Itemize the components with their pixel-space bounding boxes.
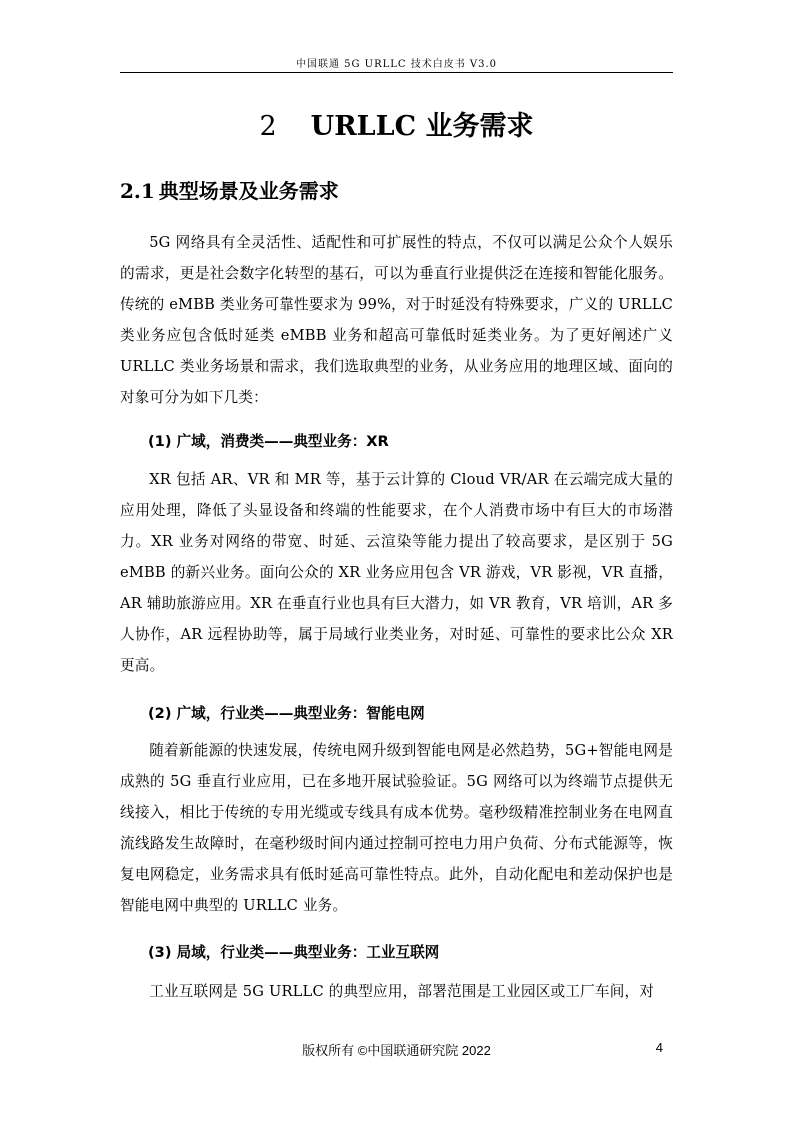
paragraph-xr: XR 包括 AR、VR 和 MR 等，基于云计算的 Cloud VR/AR 在云端完成大量的应用处理，降低了头显设备和终端的性能要求，在个人消费市场中有巨大的市场潜力。XR 业务对网络的带宽、时延、云渲染等能力提出了较高要求，是区别于 5G eMBB 的新兴业务。面向公众的 XR 业务应用包含 VR 游戏，VR 影视，VR 直播，AR 辅助旅游应用。XR 在垂直行业也具有巨大潜力，如 VR 教育，VR 培训，AR 多人协作，AR 远程协助等，属于局域行业类业务，对时延、可靠性的要求比公众 XR 更高。 [120, 471, 673, 674]
section-title [120, 175, 339, 204]
subheading-xr: (1) 广域，消费类——典型业务：XR [148, 433, 389, 450]
chapter-number: 2 [259, 111, 277, 142]
subheading-industrial-internet: (3) 局域，行业类——典型业务：工业互联网 [148, 944, 440, 961]
section-number: 2.1 [120, 179, 155, 203]
running-header: 中国联通 5G URLLC 技术白皮书 V3.0 [295, 59, 498, 70]
header-divider [120, 72, 673, 73]
paragraph-smart-grid: 随着新能源的快速发展，传统电网升级到智能电网是必然趋势，5G+智能电网是成熟的 5G 垂直行业应用，已在多地开展试验验证。5G 网络可以为终端节点提供无线接入，相比于传统的专用光缆或专线具有成本优势。毫秒级精准控制业务在电网直流线路发生故障时，在毫秒级时间内通过控制可控电力用户负荷、分布式能源等，恢复电网稳定，业务需求具有低时延高可靠性特点。此外，自动化配电和差动保护也是智能电网中典型的 URLLC 业务。 [120, 742, 673, 914]
paragraph-industrial-internet: 工业互联网是 5G URLLC 的典型应用，部署范围是工业园区或工厂车间，对 [149, 983, 655, 1000]
section-title-text: 典型场景及业务需求 [158, 179, 339, 203]
paragraph-intro: 5G 网络具有全灵活性、适配性和可扩展性的特点，不仅可以满足公众个人娱乐的需求，更是社会数字化转型的基石，可以为垂直行业提供泛在连接和智能化服务。传统的 eMBB 类业务可靠性要求为 99%，对于时延没有特殊要求，广义的 URLLC 类业务应包含低时延类 eMBB 业务和超高可靠低时延类业务。为了更好阐述广义 URLLC 类业务场景和需求，我们选取典型的业务，从业务应用的地理区域、面向的对象可分为如下几类： [120, 234, 673, 406]
chapter-title-text: URLLC 业务需求 [310, 111, 534, 142]
subheading-smart-grid: (2) 广域，行业类——典型业务：智能电网 [148, 705, 425, 722]
chapter-title [120, 104, 673, 143]
page-number: 4 [655, 1040, 663, 1055]
copyright-notice: 版权所有 ©中国联通研究院 2022 [302, 1043, 491, 1058]
